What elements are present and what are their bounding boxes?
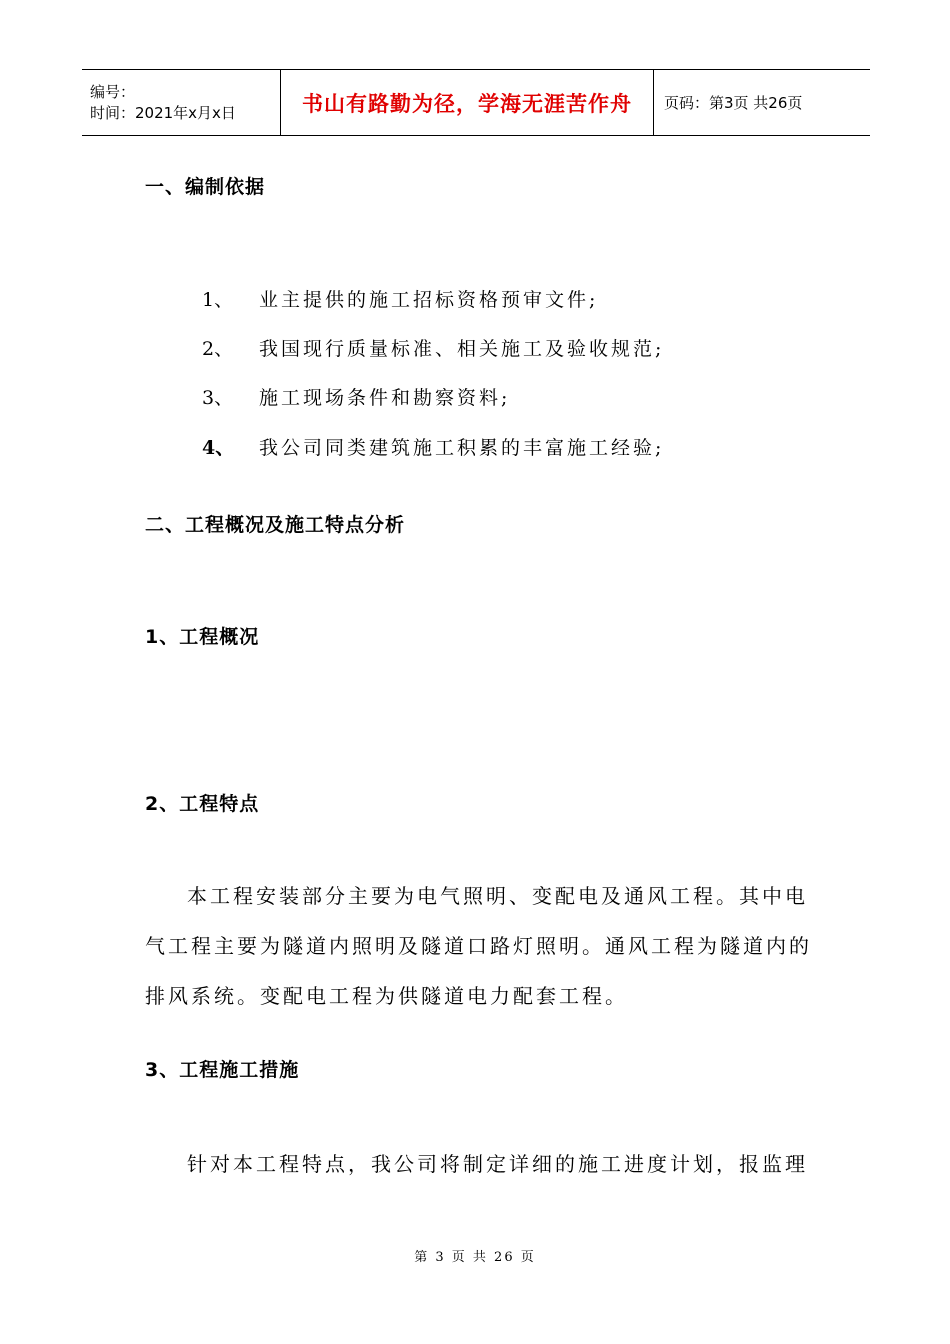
header-page-info: 页码：第3页 共26页 [664, 94, 803, 112]
section-title-basis: 一、编制依据 [145, 176, 266, 198]
list-item [202, 383, 510, 410]
features-paragraph [145, 871, 815, 1021]
paragraph-line: 排风系统。变配电工程为供隧道电力配套工程。 [145, 984, 628, 1008]
page-header [82, 69, 870, 136]
paragraph-line: 气工程主要为隧道内照明及隧道口路灯照明。通风工程为隧道内的 [145, 934, 812, 958]
measures-paragraph [145, 1139, 815, 1189]
list-item-number: 3、 [202, 387, 234, 409]
list-item-text: 施工现场条件和勘察资料; [259, 387, 511, 409]
subsection-title-features: 2、工程特点 [145, 793, 260, 815]
page-footer: 第 3 页 共 26 页 [414, 1250, 536, 1265]
list-item-text: 我国现行质量标准、相关施工及验收规范; [259, 338, 665, 360]
subsection-title-overview: 1、工程概况 [145, 626, 260, 648]
list-item-number: 1、 [202, 289, 234, 311]
list-item [202, 285, 598, 312]
document-number-label: 编号： [90, 82, 136, 101]
list-item-number: 4、 [202, 437, 235, 459]
paragraph-line: 针对本工程特点，我公司将制定详细的施工进度计划，报监理 [187, 1152, 808, 1176]
header-meta [82, 70, 281, 135]
list-item [202, 334, 664, 361]
section-title-overview: 二、工程概况及施工特点分析 [145, 514, 406, 536]
paragraph-line: 本工程安装部分主要为电气照明、变配电及通风工程。其中电 [187, 884, 808, 908]
list-item-text: 我公司同类建筑施工积累的丰富施工经验; [259, 437, 665, 459]
subsection-title-measures: 3、工程施工措施 [145, 1059, 300, 1081]
header-motto: 书山有路勤为径，学海无涯苦作舟 [281, 70, 654, 135]
document-date: 时间：2021年x月x日 [90, 103, 236, 122]
list-item-number: 2、 [202, 338, 234, 360]
list-item-text: 业主提供的施工招标资格预审文件; [259, 289, 599, 311]
list-item [202, 433, 664, 460]
